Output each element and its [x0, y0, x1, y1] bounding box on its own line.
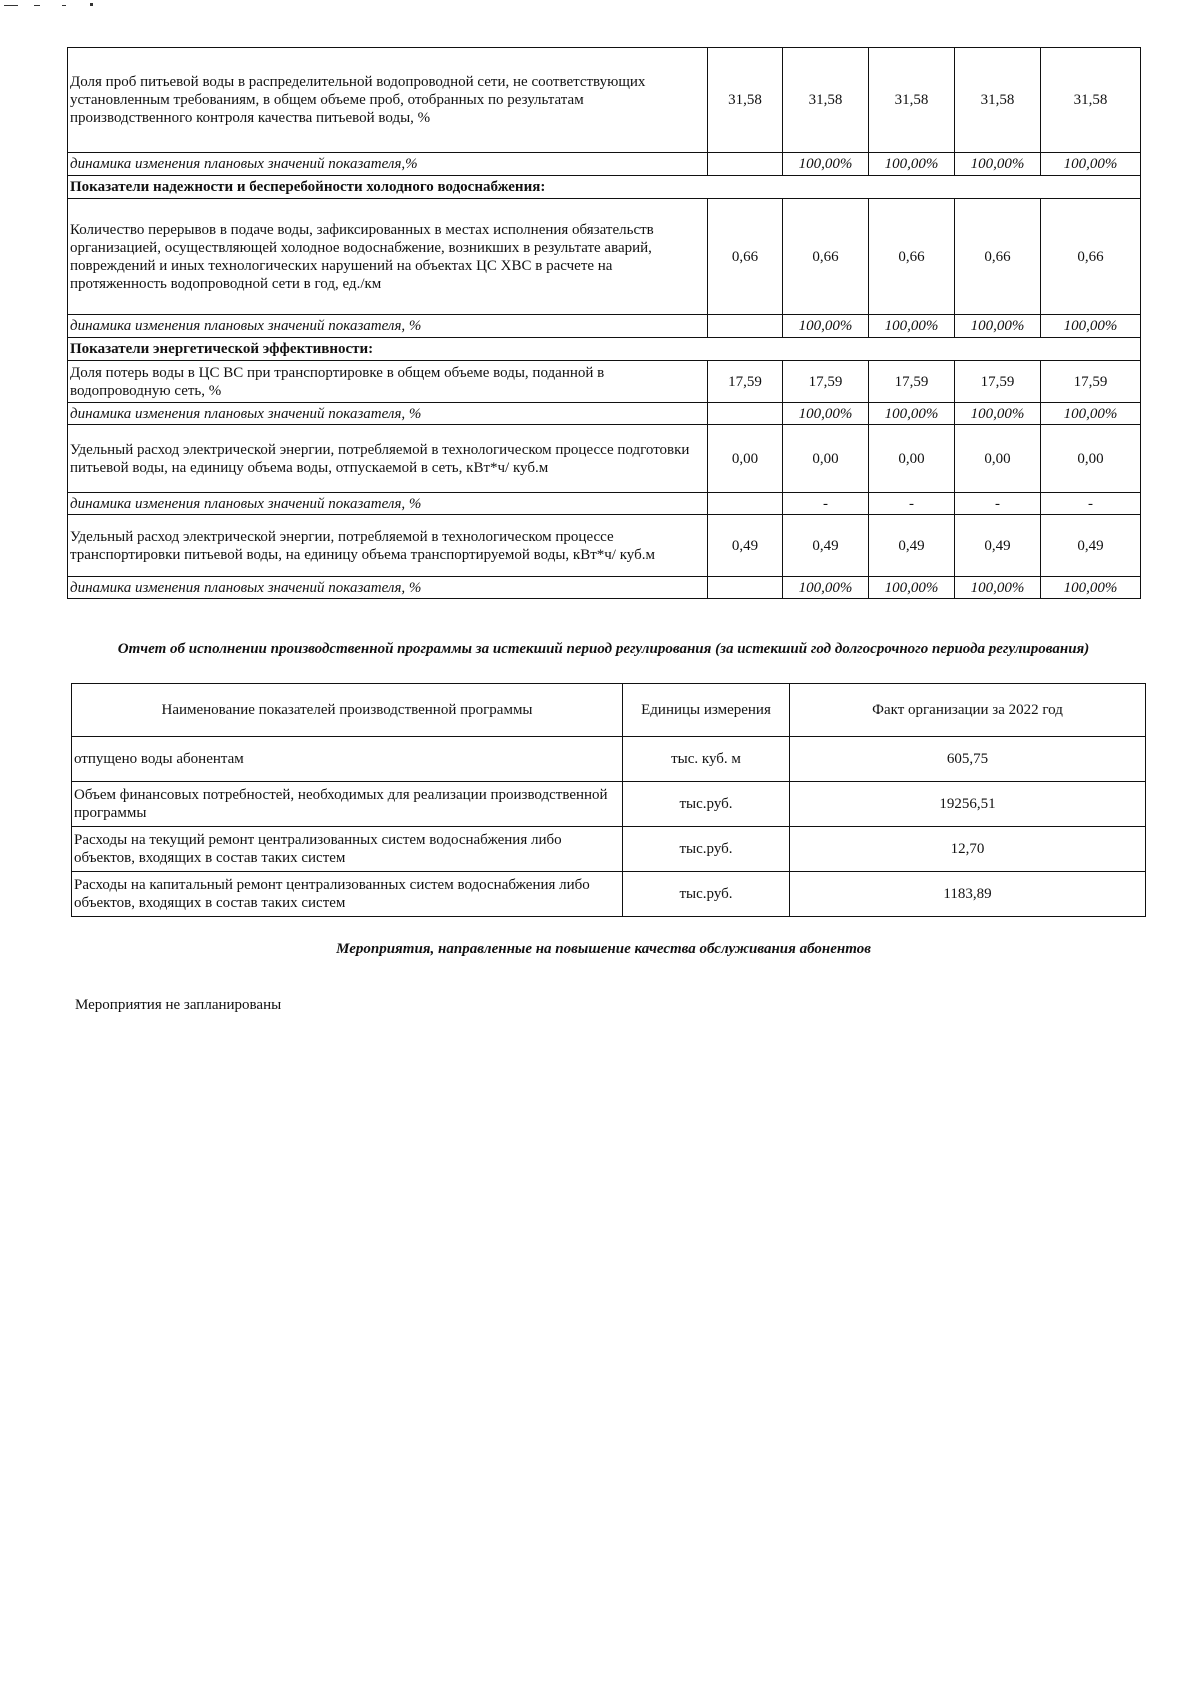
indicator-value: 0,00 — [955, 425, 1041, 493]
scan-artifact — [4, 5, 94, 9]
dynamics-value — [708, 153, 783, 176]
report-row-fact: 19256,51 — [790, 782, 1146, 827]
indicator-value: 0,49 — [1041, 515, 1141, 577]
indicator-row — [68, 48, 1141, 153]
indicator-value: 0,49 — [783, 515, 869, 577]
report-header-unit: Единицы измерения — [623, 684, 790, 737]
indicator-label: Удельный расход электрической энергии, потребляемой в технологическом процессе транспортировки питьевой воды, на единицу объема транспортируемой воды, кВт*ч/ куб.м — [68, 515, 708, 577]
indicator-label: Доля потерь воды в ЦС ВС при транспортировке в общем объеме воды, поданной в водопроводную сеть, % — [68, 361, 708, 403]
indicator-value: 0,00 — [708, 425, 783, 493]
indicator-value: 0,66 — [783, 199, 869, 315]
dynamics-value: 100,00% — [955, 403, 1041, 425]
dynamics-value: 100,00% — [869, 403, 955, 425]
indicator-value: 0,49 — [869, 515, 955, 577]
dynamics-value: - — [1041, 493, 1141, 515]
indicator-value: 0,66 — [955, 199, 1041, 315]
dynamics-row — [68, 577, 1141, 599]
indicator-value: 17,59 — [783, 361, 869, 403]
dynamics-label: динамика изменения плановых значений показателя, % — [68, 577, 708, 599]
dynamics-label: динамика изменения плановых значений показателя, % — [68, 493, 708, 515]
indicator-value: 31,58 — [783, 48, 869, 153]
report-row-unit: тыс. куб. м — [623, 737, 790, 782]
indicator-value: 0,00 — [869, 425, 955, 493]
dynamics-value: 100,00% — [1041, 315, 1141, 338]
indicator-value: 17,59 — [708, 361, 783, 403]
report-row — [72, 827, 1146, 872]
dynamics-value: 100,00% — [783, 315, 869, 338]
dynamics-value: 100,00% — [783, 577, 869, 599]
indicator-value: 17,59 — [1041, 361, 1141, 403]
dynamics-value — [708, 315, 783, 338]
report-row — [72, 737, 1146, 782]
indicator-row — [68, 361, 1141, 403]
dynamics-value: 100,00% — [1041, 403, 1141, 425]
indicator-row — [68, 199, 1141, 315]
report-row-unit: тыс.руб. — [623, 827, 790, 872]
dynamics-value: 100,00% — [955, 315, 1041, 338]
dynamics-value: 100,00% — [783, 153, 869, 176]
dynamics-value: - — [955, 493, 1041, 515]
report-header-row — [72, 684, 1146, 737]
dynamics-label: динамика изменения плановых значений показателя,% — [68, 153, 708, 176]
section-header-row — [68, 338, 1141, 361]
dynamics-value: 100,00% — [955, 577, 1041, 599]
dynamics-value: 100,00% — [1041, 153, 1141, 176]
indicator-label: Количество перерывов в подаче воды, зафиксированных в местах исполнения обязательств организацией, осуществляющей холодное водоснабжение, возникших в результате аварий, повреждений и иных технологических нарушений на объектах ЦС ХВС в расчете на протяженность водопроводной сети в год, ед./км — [68, 199, 708, 315]
indicator-row — [68, 425, 1141, 493]
section-header-row — [68, 176, 1141, 199]
section-header: Показатели энергетической эффективности: — [68, 338, 1141, 361]
dynamics-row — [68, 315, 1141, 338]
indicator-value: 0,66 — [869, 199, 955, 315]
dynamics-value — [708, 493, 783, 515]
report-row-unit: тыс.руб. — [623, 782, 790, 827]
indicator-value: 0,00 — [1041, 425, 1141, 493]
indicator-row — [68, 515, 1141, 577]
report-row-fact: 605,75 — [790, 737, 1146, 782]
indicator-value: 17,59 — [955, 361, 1041, 403]
indicator-value: 0,49 — [708, 515, 783, 577]
report-row-name: Объем финансовых потребностей, необходимых для реализации производственной программы — [72, 782, 623, 827]
indicator-label: Удельный расход электрической энергии, потребляемой в технологическом процессе подготовки питьевой воды, на единицу объема воды, отпускаемой в сеть, кВт*ч/ куб.м — [68, 425, 708, 493]
report-header-fact: Факт организации за 2022 год — [790, 684, 1146, 737]
report-table — [71, 683, 1146, 917]
indicator-label: Доля проб питьевой воды в распределительной водопроводной сети, не соответствующих установленным требованиям, в общем объеме проб, отобранных по результатам производственного контроля качества питьевой воды, % — [68, 48, 708, 153]
indicator-value: 31,58 — [1041, 48, 1141, 153]
report-row — [72, 872, 1146, 917]
dynamics-value: - — [783, 493, 869, 515]
report-row-fact: 1183,89 — [790, 872, 1146, 917]
indicator-value: 0,49 — [955, 515, 1041, 577]
indicator-value: 31,58 — [708, 48, 783, 153]
dynamics-label: динамика изменения плановых значений показателя, % — [68, 315, 708, 338]
dynamics-value: 100,00% — [783, 403, 869, 425]
report-title: Отчет об исполнении производственной программы за истекший период регулирования (за истекший год долгосрочного периода регулирования) — [117, 641, 1090, 657]
dynamics-value: 100,00% — [955, 153, 1041, 176]
dynamics-value: 100,00% — [869, 315, 955, 338]
indicator-value: 0,00 — [783, 425, 869, 493]
report-row-name: Расходы на текущий ремонт централизованных систем водоснабжения либо объектов, входящих в состав таких систем — [72, 827, 623, 872]
dynamics-value — [708, 403, 783, 425]
section-header: Показатели надежности и бесперебойности холодного водоснабжения: — [68, 176, 1141, 199]
report-row-name: отпущено воды абонентам — [72, 737, 623, 782]
indicator-value: 31,58 — [869, 48, 955, 153]
dynamics-value: 100,00% — [869, 577, 955, 599]
report-row-fact: 12,70 — [790, 827, 1146, 872]
indicators-table — [67, 47, 1141, 599]
dynamics-row — [68, 403, 1141, 425]
measures-text: Мероприятия не запланированы — [75, 997, 282, 1013]
indicator-value: 0,66 — [708, 199, 783, 315]
indicator-value: 31,58 — [955, 48, 1041, 153]
dynamics-value: 100,00% — [869, 153, 955, 176]
dynamics-label: динамика изменения плановых значений показателя, % — [68, 403, 708, 425]
indicators-table-body — [68, 48, 1141, 599]
dynamics-value: - — [869, 493, 955, 515]
dynamics-value — [708, 577, 783, 599]
report-row-name: Расходы на капитальный ремонт централизованных систем водоснабжения либо объектов, входящих в состав таких систем — [72, 872, 623, 917]
dynamics-row — [68, 153, 1141, 176]
indicator-value: 17,59 — [869, 361, 955, 403]
measures-title: Мероприятия, направленные на повышение качества обслуживания абонентов — [336, 941, 871, 957]
report-header-name: Наименование показателей производственной программы — [72, 684, 623, 737]
report-row — [72, 782, 1146, 827]
dynamics-row — [68, 493, 1141, 515]
indicator-value: 0,66 — [1041, 199, 1141, 315]
report-row-unit: тыс.руб. — [623, 872, 790, 917]
dynamics-value: 100,00% — [1041, 577, 1141, 599]
